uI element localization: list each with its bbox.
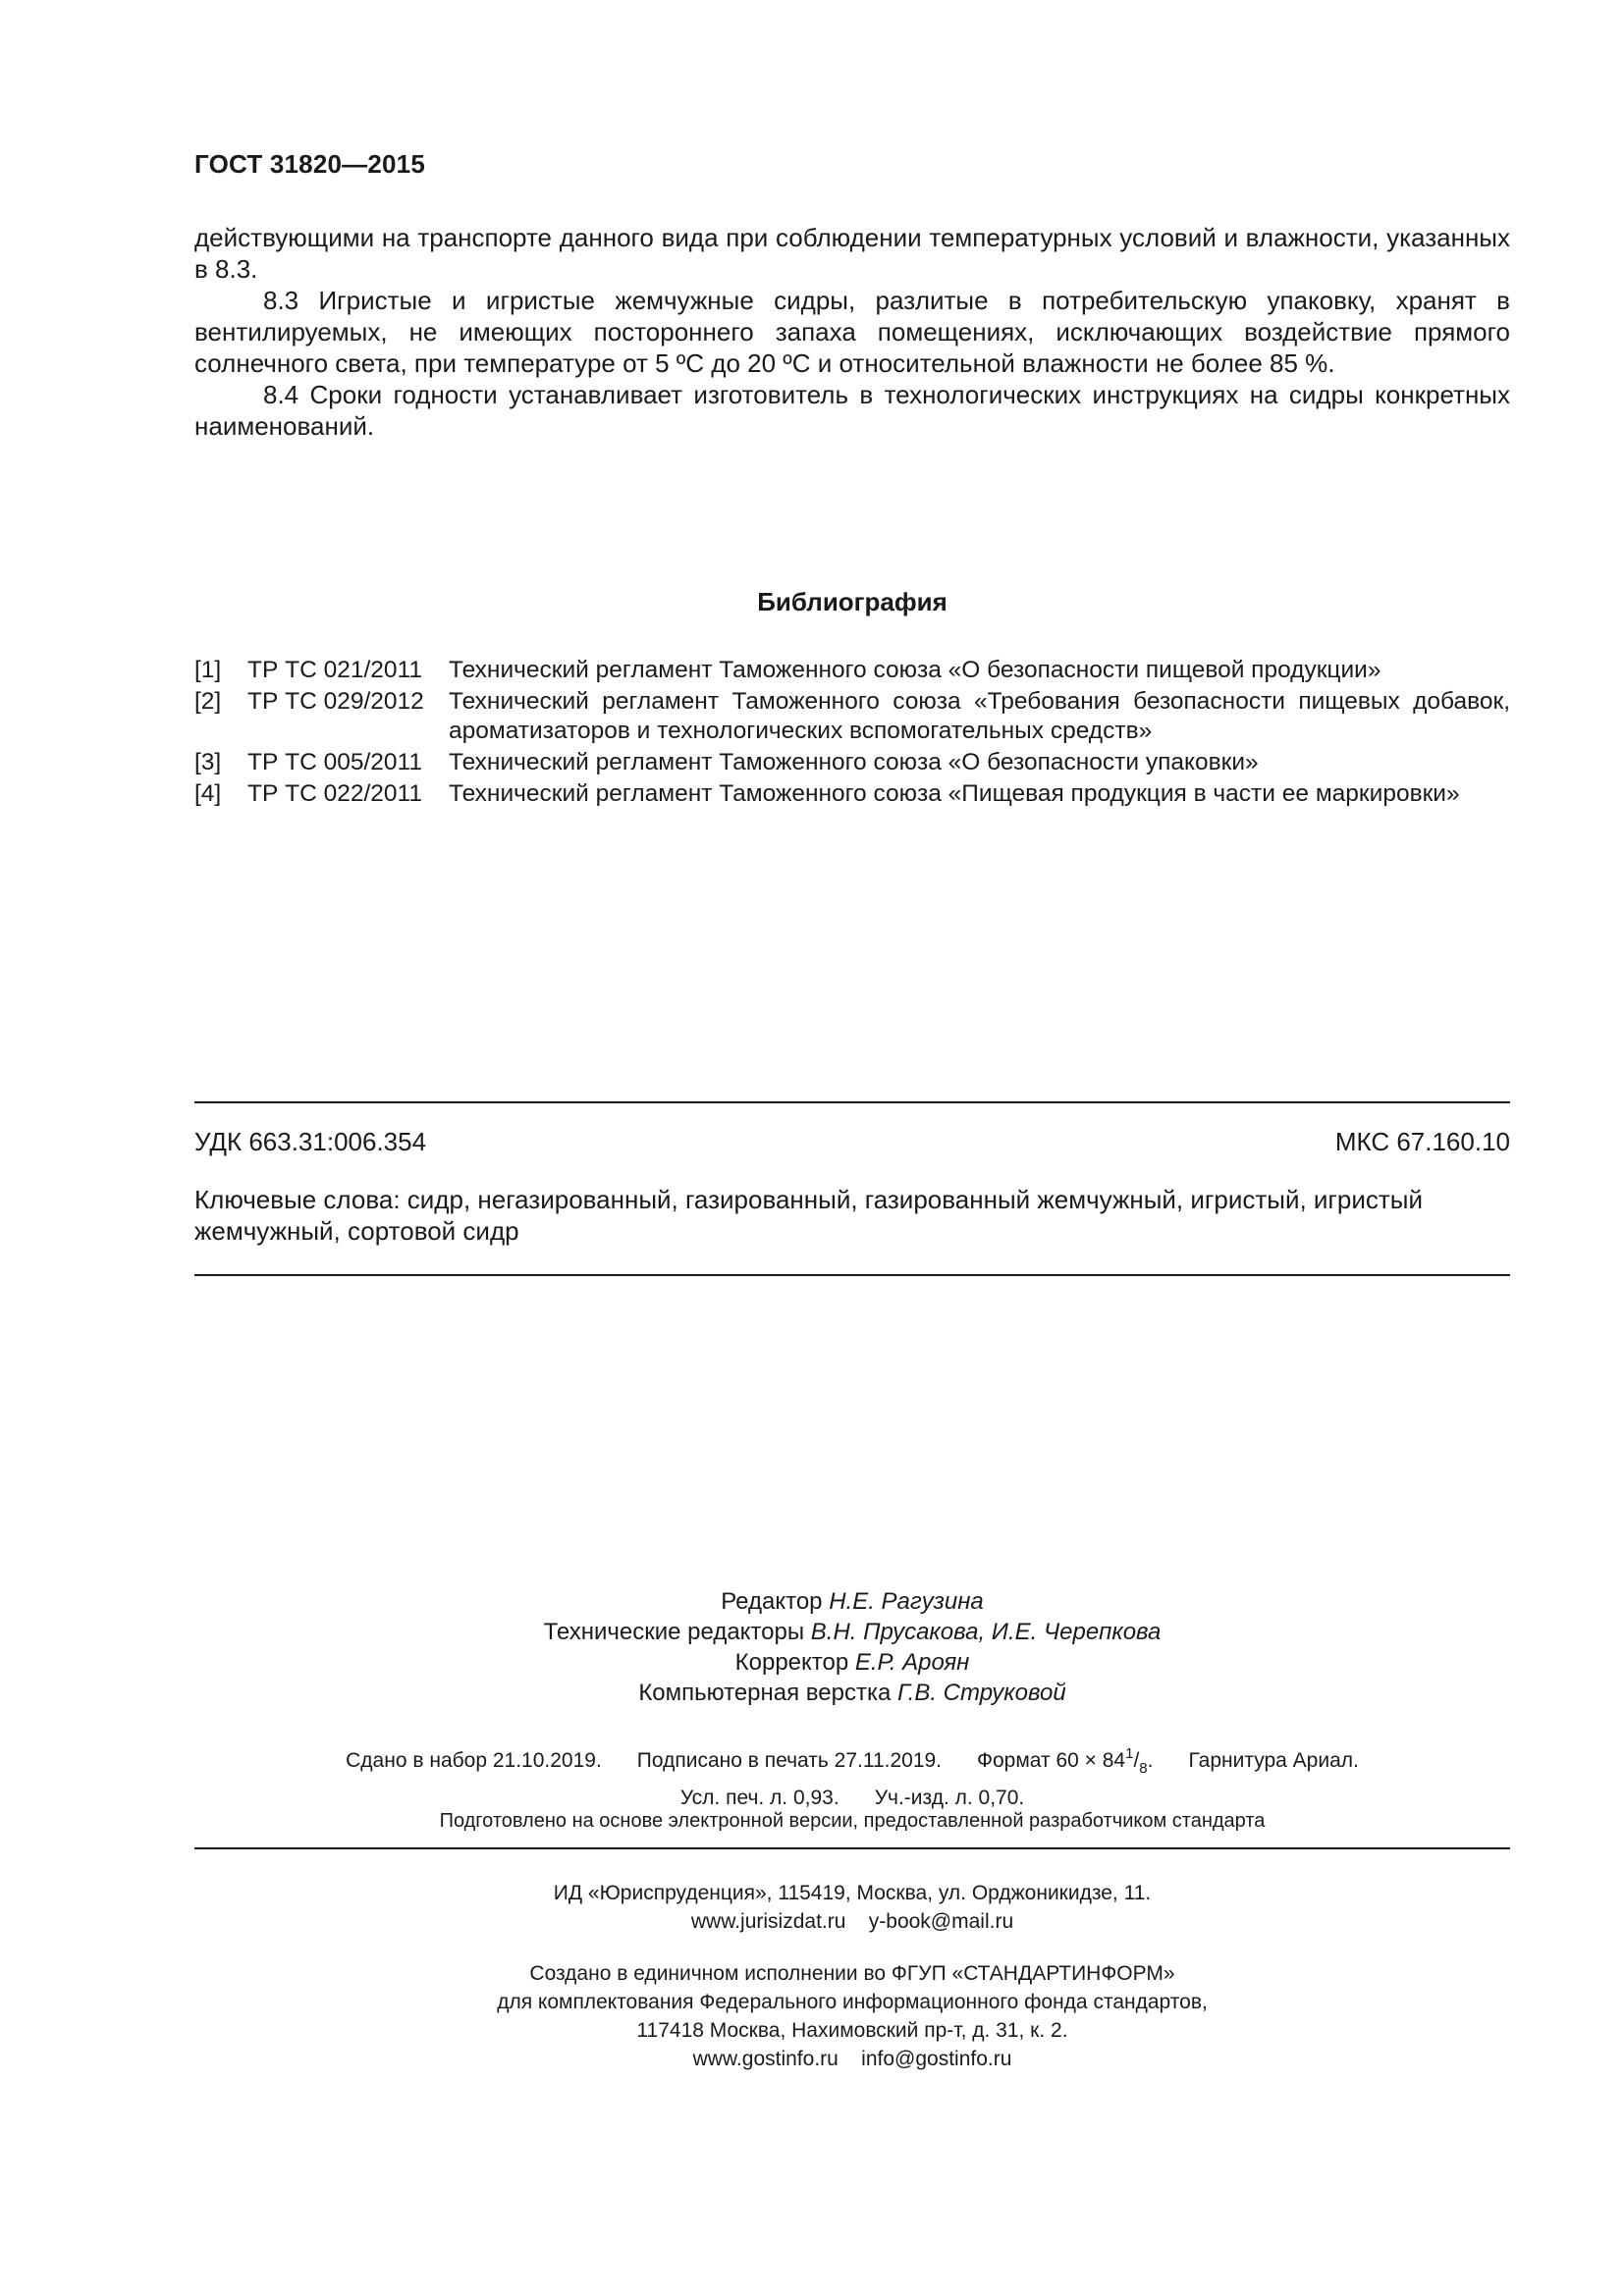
bibliography-text: Технический регламент Таможенного союза «Пищевая продукция в части ее маркировки» — [449, 780, 1460, 807]
created-line-1: Создано в единичном исполнении во ФГУП «СТАНДАРТИНФОРМ» — [529, 1962, 1175, 1985]
created-block — [0, 1959, 1624, 2073]
created-email: info@gostinfo.ru — [861, 2048, 1012, 2070]
print-sheets: Усл. печ. л. 0,93. — [679, 1787, 839, 1809]
publisher-address: ИД «Юриспруденция», 115419, Москва, ул. Орджоникидзе, 11. — [553, 1882, 1152, 1904]
document-header: ГОСТ 31820—2015 — [194, 149, 425, 179]
corrector-line — [0, 1647, 1624, 1678]
divider-bottom — [194, 1847, 1510, 1849]
divider-keywords — [194, 1274, 1510, 1276]
editors-block — [0, 1586, 1624, 1708]
layout-label: Компьютерная верстка — [638, 1680, 892, 1706]
layout-line — [0, 1678, 1624, 1708]
created-site: www.gostinfo.ru — [692, 2048, 839, 2070]
bibliography-text: Технический регламент Таможенного союза «О безопасности упаковки» — [449, 749, 1259, 775]
bibliography-item — [194, 748, 1510, 777]
bibliography-text: Технический регламент Таможенного союза «О безопасности пищевой продукции» — [449, 657, 1381, 683]
paragraph-8-3: 8.3 Игристые и игристые жемчужные сидры, разлитые в потребительскую упаковку, хранят в вентилируемых, не имеющих постороннего запаха помещениях, исключающих воздействие прямого солнечного света, при температуре от 5 ºС до 20 ºС и относительной влажности не более 85 %. — [194, 286, 1510, 378]
bibliography-code: ТР ТС 022/2011 — [247, 780, 422, 807]
publisher-contacts — [0, 1907, 1624, 1936]
udk-code: УДК 663.31:006.354 — [194, 1127, 427, 1156]
submitted-date: Сдано в набор 21.10.2019. — [346, 1749, 602, 1772]
bibliography-code: ТР ТС 005/2011 — [247, 749, 422, 775]
publisher-block — [0, 1879, 1624, 1936]
editor-name: Н.Е. Рагузина — [829, 1588, 984, 1615]
bibliography-text: Технический регламент Таможенного союза «Требования безопасности пищевых добавок, ароматизаторов и технологических вспомогательных средств» — [449, 688, 1510, 744]
signed-date: Подписано в печать 27.11.2019. — [636, 1749, 943, 1772]
editor-label: Редактор — [721, 1588, 823, 1615]
print-info-line-2 — [0, 1784, 1624, 1813]
typeface: Гарнитура Ариал. — [1188, 1749, 1359, 1772]
bibliography-item — [194, 687, 1510, 746]
bibliography-number: [2] — [194, 688, 222, 715]
body-text — [194, 222, 1510, 442]
paper-format: Формат $60 \times 84^1/_8$. — [977, 1745, 1154, 1777]
keywords: Ключевые слова: сидр, негазированный, газированный, газированный жемчужный, игристый, игристый жемчужный, сортовой сидр — [194, 1185, 1424, 1246]
tech-editors-line — [0, 1617, 1624, 1647]
tech-editors-label: Технические редакторы — [543, 1619, 805, 1645]
print-info — [0, 1739, 1624, 1813]
classification-row — [194, 1127, 1510, 1157]
print-info-line-1 — [0, 1739, 1624, 1784]
paragraph-8-4: 8.4 Сроки годности устанавливает изготовитель в технологических инструкциях на сидры конкретных наименований. — [194, 380, 1510, 441]
bibliography-item — [194, 779, 1510, 809]
tech-editors-names: В.Н. Прусакова, И.Е. Черепкова — [810, 1619, 1162, 1645]
prepared-note: Подготовлено на основе электронной версии, предоставленной разработчиком стандарта — [439, 1810, 1266, 1832]
publication-sheets: Уч.-изд. л. 0,70. — [874, 1787, 1025, 1809]
bibliography-code: ТР ТС 029/2012 — [247, 688, 424, 715]
bibliography-list — [194, 656, 1510, 811]
bibliography-item — [194, 656, 1510, 685]
created-line-3: 117418 Москва, Нахимовский пр-т, д. 31, к. 2. — [636, 2019, 1068, 2042]
editor-line — [0, 1586, 1624, 1617]
bibliography-code: ТР ТС 021/2011 — [247, 657, 422, 683]
layout-name: Г.В. Струковой — [897, 1680, 1066, 1706]
created-line-2: для комплектования Федерального информационного фонда стандартов, — [497, 1991, 1208, 2013]
bibliography-number: [1] — [194, 657, 222, 683]
corrector-label: Корректор — [734, 1649, 849, 1676]
bibliography-title: Библиография — [757, 587, 947, 616]
publisher-email: y-book@mail.ru — [868, 1910, 1014, 1933]
paragraph-continuation: действующими на транспорте данного вида при соблюдении температурных условий и влажности, указанных в 8.3. — [194, 223, 1510, 284]
created-contacts — [0, 2045, 1624, 2073]
bibliography-number: [3] — [194, 749, 222, 775]
publisher-site: www.jurisizdat.ru — [690, 1910, 846, 1933]
bibliography-number: [4] — [194, 780, 222, 807]
divider-top — [194, 1101, 1510, 1103]
corrector-name: Е.Р. Ароян — [854, 1649, 970, 1676]
mks-code: МКС 67.160.10 — [1334, 1127, 1510, 1156]
